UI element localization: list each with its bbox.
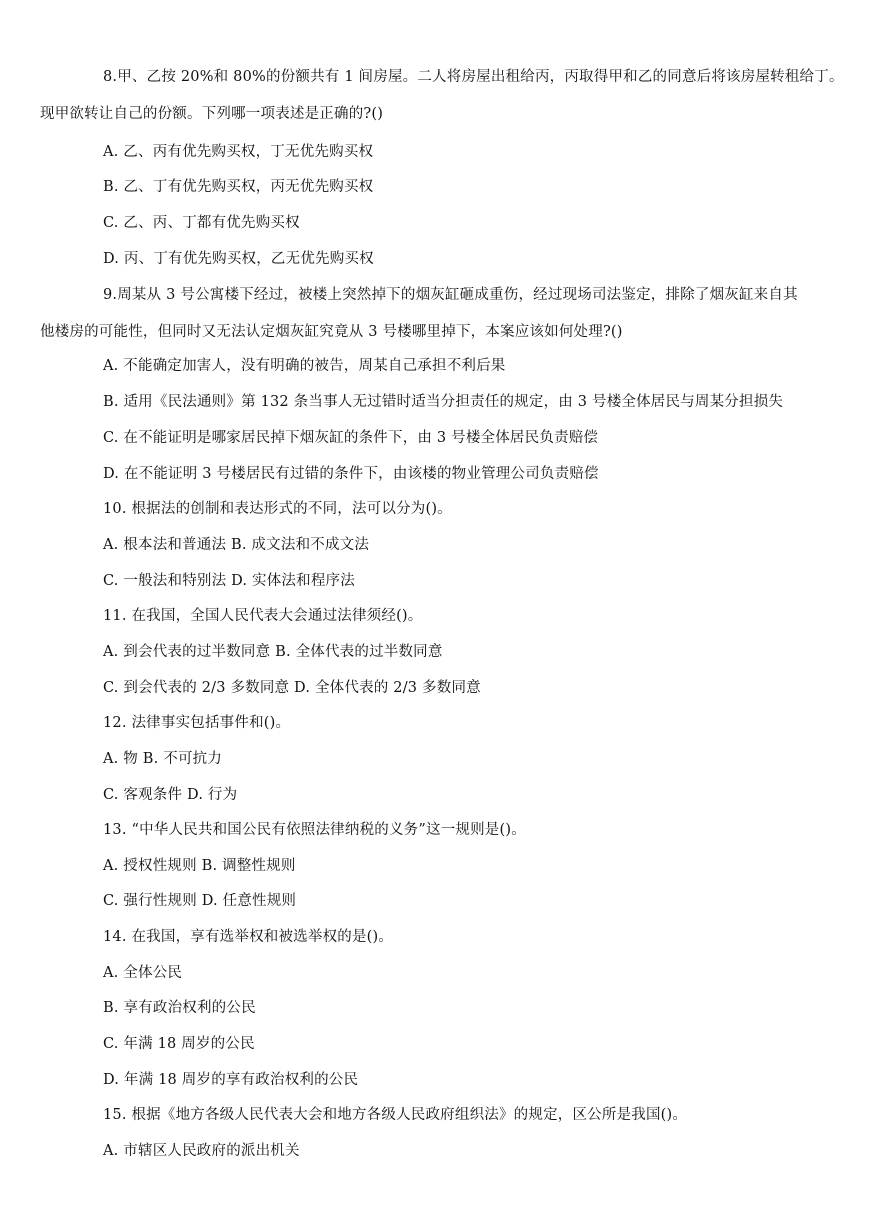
- q8-option-d: D. 丙、丁有优先购买权，乙无优先购买权: [103, 251, 374, 267]
- q13-options-ab: A. 授权性规则 B. 调整性规则: [103, 858, 296, 874]
- q13-options-cd: C. 强行性规则 D. 任意性规则: [103, 893, 297, 909]
- q11-options-ab: A. 到会代表的过半数同意 B. 全体代表的过半数同意: [103, 644, 443, 660]
- q9-option-d: D. 在不能证明 3 号楼居民有过错的条件下，由该楼的物业管理公司负责赔偿: [103, 466, 599, 482]
- q9-stem-line-1: 9.周某从 3 号公寓楼下经过，被楼上突然掉下的烟灰缸砸成重伤，经过现场司法鉴定，排除了烟灰缸来自其: [103, 287, 798, 303]
- q14-stem: 14. 在我国，享有选举权和被选举权的是()。: [103, 929, 394, 945]
- q10-options-cd: C. 一般法和特别法 D. 实体法和程序法: [103, 573, 355, 589]
- q8-option-a: A. 乙、丙有优先购买权，丁无优先购买权: [103, 144, 374, 160]
- q11-options-cd: C. 到会代表的 2/3 多数同意 D. 全体代表的 2/3 多数同意: [103, 680, 481, 696]
- q15-stem: 15. 根据《地方各级人民代表大会和地方各级人民政府组织法》的规定，区公所是我国()。: [103, 1107, 688, 1123]
- q15-option-a: A. 市辖区人民政府的派出机关: [103, 1143, 300, 1159]
- q12-options-ab: A. 物 B. 不可抗力: [103, 751, 223, 767]
- q9-option-c: C. 在不能证明是哪家居民掉下烟灰缸的条件下，由 3 号楼全体居民负责赔偿: [103, 430, 599, 446]
- q8-stem-line-1: 8.甲、乙按 20%和 80%的份额共有 1 间房屋。二人将房屋出租给丙，丙取得甲和乙的同意后将该房屋转租给丁。: [103, 69, 844, 85]
- q13-stem: 13. “中华人民共和国公民有依照法律纳税的义务”这一规则是()。: [103, 822, 526, 838]
- q12-options-cd: C. 客观条件 D. 行为: [103, 787, 238, 803]
- q9-option-b: B. 适用《民法通则》第 132 条当事人无过错时适当分担责任的规定，由 3 号楼全体居民与周某分担损失: [103, 394, 784, 410]
- q8-option-c: C. 乙、丙、丁都有优先购买权: [103, 215, 300, 231]
- q10-stem: 10. 根据法的创制和表达形式的不同，法可以分为()。: [103, 501, 452, 517]
- q8-option-b: B. 乙、丁有优先购买权，丙无优先购买权: [103, 179, 374, 195]
- q10-options-ab: A. 根本法和普通法 B. 成文法和不成文法: [103, 537, 370, 553]
- q14-option-d: D. 年满 18 周岁的享有政治权利的公民: [103, 1072, 359, 1088]
- q11-stem: 11. 在我国，全国人民代表大会通过法律须经()。: [103, 608, 423, 624]
- q14-option-c: C. 年满 18 周岁的公民: [103, 1036, 255, 1052]
- q14-option-a: A. 全体公民: [103, 965, 183, 981]
- q8-stem-line-2: 现甲欲转让自己的份额。下列哪一项表述是正确的?(): [40, 106, 384, 122]
- q12-stem: 12. 法律事实包括事件和()。: [103, 715, 291, 731]
- q14-option-b: B. 享有政治权利的公民: [103, 1000, 256, 1016]
- q9-stem-line-2: 他楼房的可能性，但同时又无法认定烟灰缸究竟从 3 号楼哪里掉下，本案应该如何处理?(): [40, 324, 623, 340]
- q9-option-a: A. 不能确定加害人，没有明确的被告，周某自己承担不利后果: [103, 358, 506, 374]
